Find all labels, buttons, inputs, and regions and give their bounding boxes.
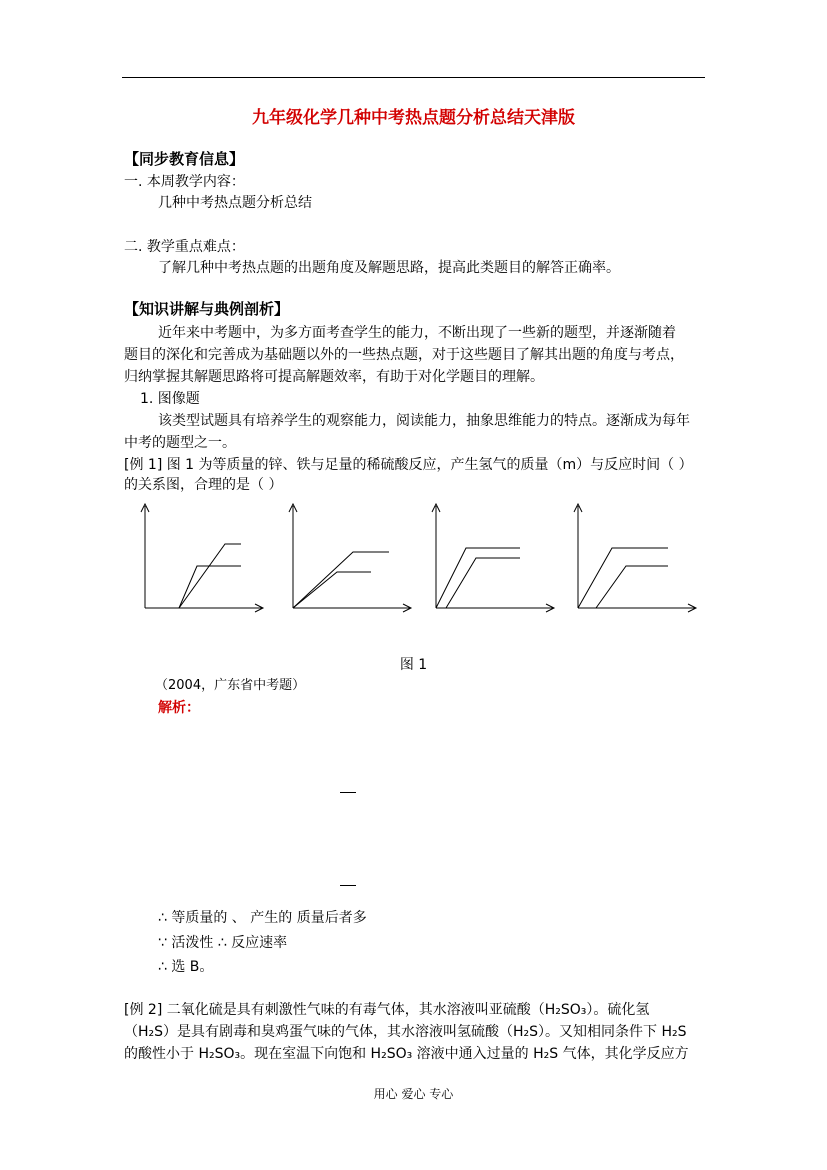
item1-label: 一. 本周教学内容： [124,174,245,190]
item1-text: 几种中考热点题分析总结 [158,195,312,211]
intro-line-1: 近年来中考题中，为多方面考查学生的能力，不断出现了一些新的题型，并逐渐随着 [158,325,676,341]
graph-d [568,500,703,615]
graph-b-line-1 [293,552,389,608]
point1-line-1: 该类型试题具有培养学生的观察能力，阅读能力，抽象思维能力的特点。逐渐成为每年 [158,413,690,429]
graph-d-line-2 [596,566,668,608]
section-heading-knowledge: 【知识讲解与典例剖析】 [124,300,290,318]
figure-caption: 图 1 [399,657,428,673]
reason-line-2: ∵ 活泼性 ∴ 反应速率 [158,935,288,951]
graph-c-line-1 [436,548,520,608]
item2-text: 了解几种中考热点题的出题角度及解题思路，提高此类题目的解答正确率。 [158,260,620,276]
header-rule [122,77,705,78]
exam-source: （2004，广东省中考题） [155,678,306,693]
example2-line-1: [例 2] 二氧化硫是具有刺激性气味的有毒气体，其水溶液叫亚硫酸（H₂SO₃）。硫化氢 [124,1002,650,1018]
point1-label: 1. 图像题 [140,391,200,407]
example1-line-2: 的关系图，合理的是（ ） [124,477,283,493]
blank-line-1 [340,792,356,793]
example1-line-1: [例 1] 图 1 为等质量的锌、铁与足量的稀硫酸反应，产生氢气的质量（m）与反应时间（ ） [124,457,693,473]
graph-a [135,500,270,615]
reason-line-1: ∴ 等质量的 、 产生的 质量后者多 [158,910,367,926]
page-footer: 用心 爱心 专心 [373,1087,454,1101]
point1-line-2: 中考的题型之一。 [124,435,236,451]
page-title: 九年级化学几种中考热点题分析总结天津版 [252,108,575,128]
section-heading-sync: 【同步教育信息】 [124,150,245,168]
item2-label: 二. 教学重点难点： [124,239,245,255]
graph-b-line-2 [293,572,371,608]
blank-line-2 [340,885,356,886]
reason-line-3: ∴ 选 B。 [158,959,214,975]
graph-d-line-1 [578,548,668,608]
example2-line-3: 的酸性小于 H₂SO₃。现在室温下向饱和 H₂SO₃ 溶液中通入过量的 H₂S 气体，其化学反应方 [124,1046,689,1062]
intro-line-2: 题目的深化和完善成为基础题以外的一些热点题，对于这些题目了解其出题的角度与考点， [124,347,684,363]
graph-c [426,500,561,615]
graph-b [283,500,418,615]
intro-line-3: 归纳掌握其解题思路将可提高解题效率，有助于对化学题目的理解。 [124,369,544,385]
analysis-label: 解析： [158,700,200,716]
graph-a-line-2 [179,566,241,608]
example2-line-2: （H₂S）是具有剧毒和臭鸡蛋气味的气体，其水溶液叫氢硫酸（H₂S）。又知相同条件下 H₂S [124,1024,687,1040]
